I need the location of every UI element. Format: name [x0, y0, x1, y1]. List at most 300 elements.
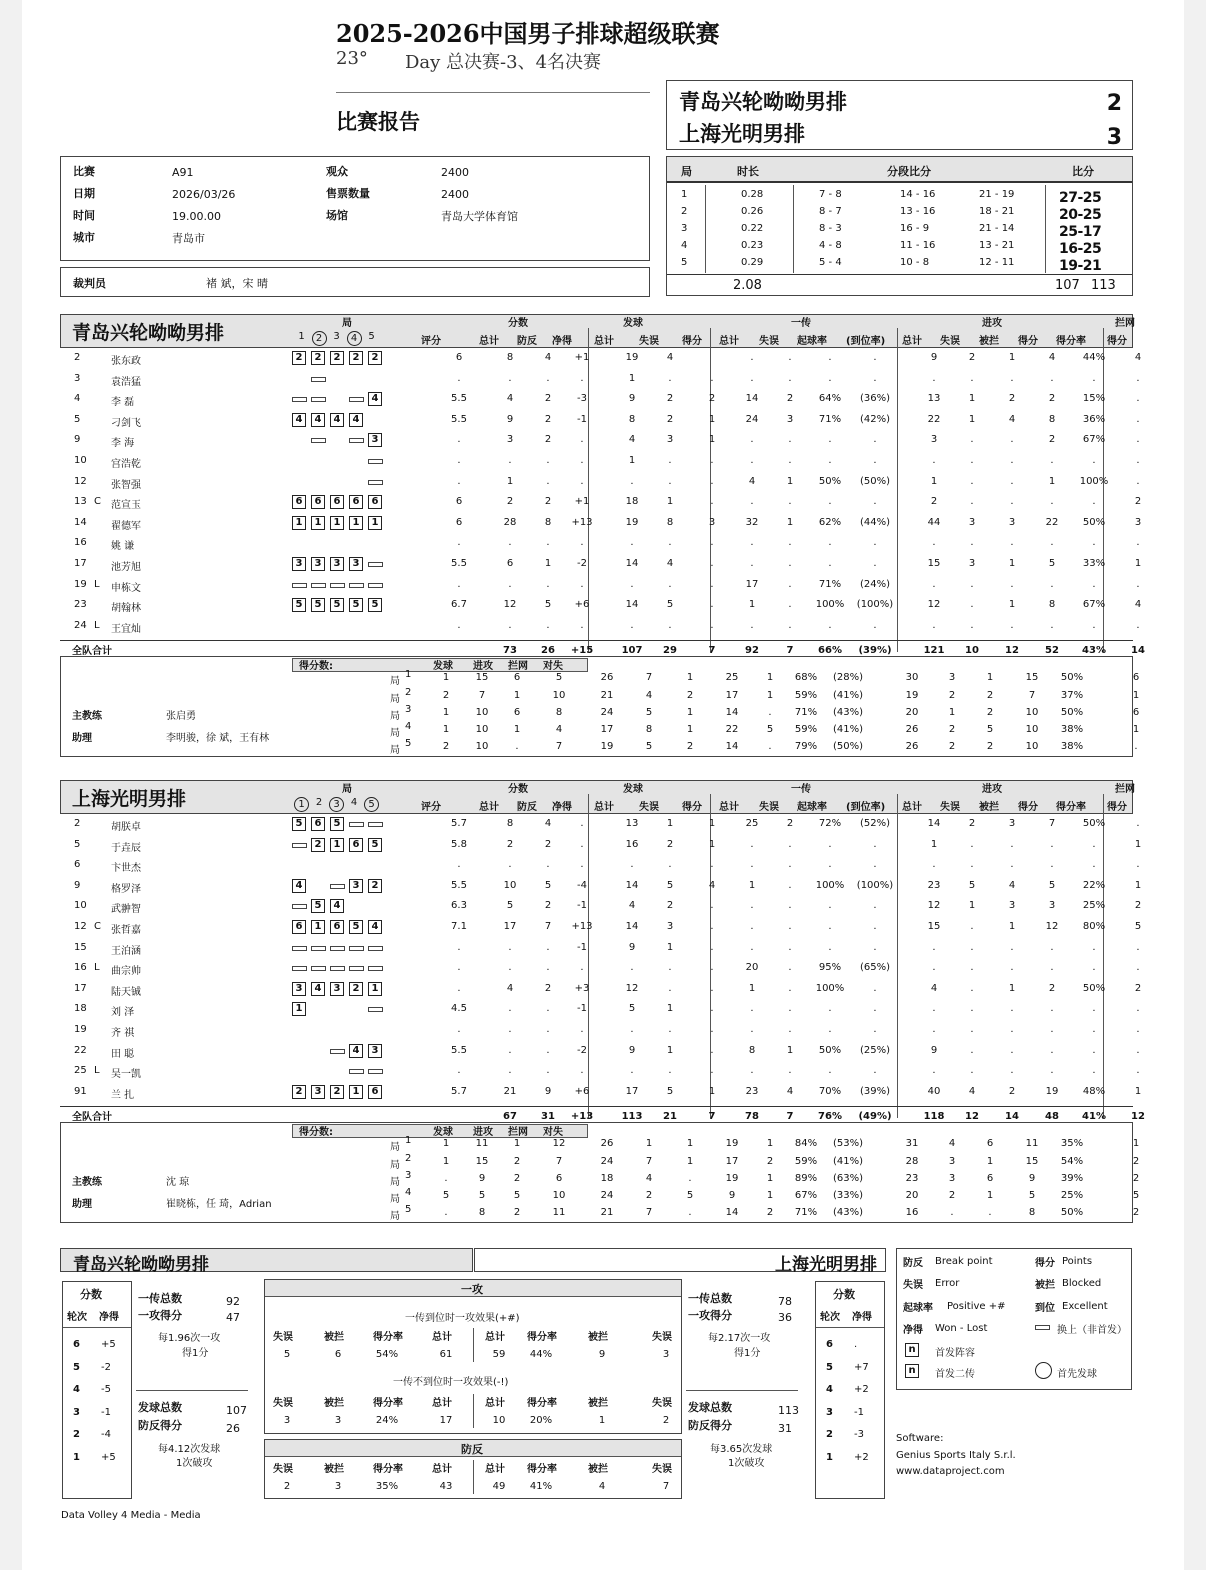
bp-title: 防反	[461, 1443, 483, 1456]
fa-pos-title: 一传到位时一攻效果(+#)	[405, 1313, 520, 1324]
player-stat: 50%	[1082, 982, 1106, 994]
set-row-label: 局	[390, 1159, 400, 1171]
player-stat: .	[970, 1044, 974, 1056]
player-stat: 22%	[1082, 879, 1106, 891]
player-stat: 1	[666, 496, 674, 508]
player-stat: .	[1050, 1044, 1054, 1056]
set-row-number: 5	[405, 738, 412, 750]
player-stat: .	[546, 455, 550, 466]
set-row-stat: 59%	[794, 689, 818, 701]
venue: 青岛大学体育馆	[441, 210, 518, 223]
player-stat: .	[1136, 1024, 1140, 1035]
set-row-stat: 10	[475, 724, 489, 735]
player-stat: .	[508, 962, 512, 974]
set-row-stat: .	[1134, 741, 1138, 753]
player-stat: 2	[506, 496, 514, 508]
player-stat: .	[580, 455, 584, 466]
set-row-stat: .	[515, 741, 519, 753]
sub-marker-icon	[292, 843, 307, 848]
player-stat: .	[750, 900, 754, 912]
player-stat: 2	[1008, 1085, 1016, 1097]
team-total-stat: 7	[708, 645, 716, 657]
label-match: 比赛	[73, 165, 95, 178]
player-role: L	[94, 619, 100, 631]
grid-value-right: 4	[598, 1481, 606, 1492]
legend-pos-key: 起球率	[903, 1303, 933, 1314]
rotation-net: +5	[101, 1339, 116, 1350]
player-stat: .	[710, 900, 714, 912]
legend-first-value: 首先发球	[1057, 1369, 1097, 1380]
coach-label: 主教练	[72, 711, 102, 723]
player-number: 19	[74, 578, 87, 590]
home-team-name: 青岛兴轮呦呦男排	[679, 89, 847, 114]
set-row-stat: 67%	[794, 1190, 818, 1201]
set-row-stat: 2	[948, 741, 956, 753]
label-tickets: 售票数量	[326, 187, 370, 200]
team-total-stat: 14	[1005, 1111, 1019, 1123]
set-row-stat: (41%)	[832, 724, 864, 735]
set-row-stat: 5	[555, 672, 563, 684]
col-group-set: 局	[342, 318, 352, 329]
player-stat: 2	[666, 900, 674, 912]
total-duration: 2.08	[733, 278, 762, 293]
set-row-stat: 5	[686, 1190, 694, 1201]
player-stat: 1	[1134, 558, 1142, 569]
player-stat: 1	[666, 1003, 674, 1015]
set-row-number: 5	[405, 1204, 412, 1216]
team-total-stat: 26	[541, 645, 555, 657]
player-role: L	[94, 962, 100, 974]
player-stat: 1	[786, 1044, 794, 1056]
player-stat: 2	[666, 413, 674, 425]
set-number-header: 1	[294, 797, 309, 812]
legend-pos-value: Positive +#	[947, 1301, 1006, 1312]
set-row-stat: 5	[645, 741, 653, 753]
player-stat: 22	[927, 413, 941, 425]
set-row-stat: 2	[1132, 1155, 1140, 1167]
team-total-stat: (39%)	[858, 645, 892, 657]
col-header-err: 失误	[639, 802, 659, 813]
report-title: 比赛报告	[336, 109, 420, 134]
grid-head-left: 得分率	[373, 1464, 403, 1475]
set-row-stat: 28	[905, 1155, 919, 1167]
player-stat: 2	[1134, 900, 1142, 912]
col-header-total: 总计	[594, 802, 614, 813]
first-serve-circle-icon	[1035, 1362, 1052, 1379]
player-stat: 5.7	[451, 818, 467, 829]
sub-marker-icon	[349, 438, 364, 443]
sets-head-partial: 分段比分	[887, 165, 931, 178]
player-stat: 14	[745, 393, 759, 405]
grid-head-left: 得分率	[373, 1398, 403, 1409]
player-stat: .	[710, 578, 714, 590]
set-position-box: 1	[292, 516, 306, 530]
player-name: 张东政	[111, 356, 141, 367]
player-stat: .	[970, 1065, 974, 1077]
player-stat: 20	[745, 962, 759, 974]
home-rotation-box	[62, 1281, 132, 1499]
away-rot-h1: 轮次	[820, 1312, 840, 1323]
set-row-number: 4	[405, 1187, 412, 1198]
home-ratio-1b: 得1分	[182, 1348, 209, 1359]
set-row-stat: 1	[1132, 1138, 1140, 1150]
set-position-box: 3	[349, 557, 363, 571]
set-number-header: 5	[368, 331, 375, 342]
set-position-box: 4	[368, 392, 382, 406]
player-stat: 12	[503, 599, 517, 611]
player-stat: .	[1050, 496, 1054, 508]
set-row-stat: .	[444, 1172, 448, 1184]
player-stat: .	[457, 619, 461, 631]
player-stat: .	[457, 578, 461, 590]
rotation-net: +2	[854, 1451, 869, 1463]
player-stat: .	[668, 578, 672, 590]
player-stat: .	[580, 962, 584, 974]
grid-value-left: 17	[439, 1415, 453, 1426]
player-number: 25	[74, 1065, 87, 1077]
set-row-stat: (33%)	[832, 1190, 864, 1201]
set-row-stat: 5	[986, 724, 994, 735]
player-stat: .	[710, 1024, 714, 1035]
home-rec-total: 92	[226, 1295, 240, 1308]
player-name: 胡朕卓	[111, 822, 141, 833]
player-stat: .	[508, 537, 512, 549]
set-position-box: 3	[330, 982, 344, 996]
player-name: 张哲嘉	[111, 925, 141, 936]
player-stat: .	[750, 1065, 754, 1077]
player-stat: 2	[1048, 982, 1056, 994]
sub-marker-icon	[330, 884, 345, 889]
player-number: 12	[74, 475, 87, 487]
player-stat: .	[1010, 578, 1014, 590]
grid-value-right: 44%	[529, 1349, 553, 1360]
player-stat: 3	[666, 434, 674, 446]
player-stat: 2	[1134, 496, 1142, 508]
col-group-serve_group: 发球	[623, 784, 643, 795]
set-row-stat: 16	[905, 1207, 919, 1219]
sub-marker-icon	[292, 904, 307, 909]
set-row-stat: 20	[905, 706, 919, 718]
player-stat: 1	[666, 1044, 674, 1056]
coach-name: 沈 琼	[166, 1177, 190, 1189]
set-row-stat: 20	[905, 1190, 919, 1201]
set-row-cell: 12 - 11	[979, 257, 1015, 268]
away-ratio-1b: 得1分	[734, 1348, 761, 1359]
set-row-stat: 2	[766, 1207, 774, 1219]
player-stat: 5	[666, 879, 674, 891]
assistant-label: 助理	[72, 1199, 92, 1211]
player-stat: .	[873, 372, 877, 384]
player-name: 范宣玉	[111, 500, 141, 512]
set-row-stat: 7	[645, 1207, 653, 1219]
player-stat: -2	[577, 1044, 587, 1056]
team-name: 上海光明男排	[72, 788, 187, 810]
player-stat: .	[546, 475, 550, 487]
grid-head-left: 被拦	[324, 1464, 344, 1475]
player-stat: .	[873, 558, 877, 569]
player-stat: 2	[666, 393, 674, 405]
set-position-box: 5	[368, 598, 382, 612]
player-stat: .	[1010, 1024, 1014, 1035]
set-row-stat: 1	[986, 672, 994, 684]
player-stat: .	[970, 838, 974, 850]
player-stat: .	[932, 1024, 936, 1035]
home-srv-label: 发球总数	[138, 1401, 182, 1414]
set-position-box: 2	[330, 1085, 344, 1099]
set-row-stat: 50%	[1060, 672, 1084, 684]
player-stat: 14	[625, 599, 639, 611]
col-header-total: 总计	[594, 336, 614, 347]
away-ratio-1: 每2.17次一攻	[708, 1333, 771, 1344]
set-position-box: 5	[292, 817, 306, 831]
player-stat: .	[710, 496, 714, 508]
player-stat: 33%	[1082, 558, 1106, 569]
player-stat: 5	[1134, 921, 1142, 932]
set-row-stat: 12	[552, 1138, 566, 1150]
set-row-label: 局	[390, 745, 400, 757]
player-stat: 3	[1048, 900, 1056, 912]
set-row-stat: 54%	[1060, 1155, 1084, 1167]
player-stat: .	[710, 1003, 714, 1015]
set-number-header: 2	[312, 331, 327, 346]
set-position-box: 1	[330, 516, 344, 530]
sub-marker-icon	[292, 397, 307, 402]
player-stat: .	[788, 1065, 792, 1077]
team-total-stat: 118	[923, 1111, 945, 1123]
team-total-stat: +15	[570, 645, 594, 657]
player-stat: 62%	[818, 516, 842, 528]
set-row-cell: 1	[681, 189, 688, 200]
set-row-stat: 8	[1028, 1207, 1036, 1219]
team-total-stat: (49%)	[858, 1111, 892, 1123]
player-stat: 8	[506, 818, 514, 829]
player-stat: .	[1136, 372, 1140, 384]
player-stat: 1	[748, 879, 756, 891]
player-stat: 100%	[815, 599, 845, 611]
set-row-stat: .	[988, 1207, 992, 1219]
player-stat: .	[932, 619, 936, 631]
player-stat: .	[630, 1024, 634, 1035]
assistant-names: 李明骏，徐 斌，王有林	[166, 733, 270, 745]
set-position-box: 1	[349, 516, 363, 530]
player-stat: 17	[503, 921, 517, 932]
player-stat: .	[1010, 434, 1014, 446]
player-number: 10	[74, 455, 87, 466]
player-stat: 1	[708, 838, 716, 850]
set-row-cell: 0.26	[741, 206, 764, 217]
set-position-box: 1	[349, 1085, 363, 1099]
away-srv-label: 发球总数	[688, 1401, 732, 1414]
grid-value-right: 41%	[529, 1481, 553, 1492]
set-row-number: 4	[405, 721, 412, 732]
player-stat: 3	[1008, 818, 1016, 829]
set-row-stat: 1	[442, 672, 450, 684]
col-group-set: 局	[342, 784, 352, 795]
player-stat: .	[788, 1003, 792, 1015]
set-row-stat: 24	[600, 1190, 614, 1201]
set-final-score: 25-17	[1059, 224, 1102, 240]
player-number: 9	[74, 879, 81, 891]
player-stat: .	[932, 962, 936, 974]
set-row-stat: 8	[478, 1207, 486, 1219]
set-position-box: 2	[311, 838, 325, 852]
away-team-name: 上海光明男排	[679, 121, 805, 146]
player-stat: 3	[1008, 900, 1016, 912]
set-row-number: 3	[405, 1169, 412, 1181]
player-stat: 6	[506, 558, 514, 569]
player-name: 宫浩乾	[111, 459, 141, 470]
set-position-box: 6	[330, 495, 344, 509]
sub-marker-icon	[368, 1007, 383, 1012]
col-header-net: 净得	[552, 336, 572, 347]
score-box	[666, 80, 1133, 150]
set-row-stat: .	[768, 741, 772, 753]
set-row-cell: 4 - 8	[819, 240, 842, 251]
set-number-header: 4	[347, 331, 362, 346]
player-stat: (50%)	[859, 475, 891, 487]
set-row-cell: 21 - 14	[979, 223, 1015, 234]
report-page	[22, 0, 1184, 1570]
points-header: 拦网	[508, 661, 528, 673]
rotation-net: -4	[101, 1429, 111, 1440]
grid-divider	[473, 1328, 474, 1362]
legend-bp-value: Break point	[935, 1256, 993, 1267]
player-stat: .	[788, 838, 792, 850]
coach-label: 主教练	[72, 1177, 102, 1189]
player-stat: 50%	[818, 475, 842, 487]
sub-marker-icon	[292, 966, 307, 971]
player-stat: .	[970, 941, 974, 953]
grid-value-right: 49	[492, 1481, 506, 1492]
player-stat: .	[546, 1003, 550, 1015]
set-row-stat: 2	[948, 1190, 956, 1201]
rotation-net: -1	[101, 1406, 111, 1418]
player-number: 18	[74, 1003, 87, 1015]
sub-marker-icon	[368, 562, 383, 567]
set-position-box: 3	[330, 557, 344, 571]
set-final-score: 19-21	[1059, 258, 1102, 274]
starter-box-icon: n	[905, 1343, 919, 1357]
set-row-stat: 10	[475, 706, 489, 718]
set-row-stat: 9	[1028, 1172, 1036, 1184]
legend-box	[896, 1248, 1132, 1390]
rotation-number: 6	[73, 1339, 80, 1350]
player-stat: .	[788, 372, 792, 384]
total-away-points: 113	[1091, 278, 1116, 293]
player-stat: .	[508, 1003, 512, 1015]
grid-value-right: 7	[662, 1481, 670, 1492]
player-stat: 18	[625, 496, 639, 508]
set-row-stat: 5	[1132, 1190, 1140, 1201]
player-stat: 2	[1008, 393, 1016, 405]
player-stat: 2	[786, 818, 794, 829]
player-stat: .	[1010, 537, 1014, 549]
player-stat: .	[580, 1065, 584, 1077]
set-row-stat: 7	[555, 1155, 563, 1167]
player-stat: 5	[544, 599, 552, 611]
summary-home-name: 青岛兴轮呦呦男排	[73, 1255, 209, 1275]
team-total-stat: 10	[965, 645, 979, 657]
home-rot-h1: 轮次	[67, 1312, 87, 1323]
rotation-number: 2	[826, 1429, 833, 1440]
player-stat: .	[508, 455, 512, 466]
player-stat: .	[970, 434, 974, 446]
player-stat: .	[1010, 1044, 1014, 1056]
player-stat: .	[788, 619, 792, 631]
set-position-box: 6	[368, 495, 382, 509]
rotation-number: 2	[73, 1429, 80, 1440]
set-row-cell: 5	[681, 257, 688, 268]
player-stat: (39%)	[859, 1085, 891, 1097]
player-stat: 4	[1134, 352, 1142, 363]
player-stat: .	[580, 859, 584, 871]
player-stat: .	[457, 982, 461, 994]
player-number: 24	[74, 619, 87, 631]
team-total-stat: 92	[745, 645, 759, 657]
player-stat: 3	[708, 516, 716, 528]
sub-marker-icon	[330, 946, 345, 951]
player-stat: .	[932, 859, 936, 871]
player-stat: .	[828, 859, 832, 871]
player-stat: 4	[1134, 599, 1142, 611]
rotation-net: -1	[854, 1406, 864, 1418]
away-rot-h2: 净得	[852, 1312, 872, 1323]
player-stat: +13	[571, 516, 593, 528]
player-stat: 9	[628, 1044, 636, 1056]
player-stat: 70%	[818, 1085, 842, 1097]
rotation-net: -2	[101, 1361, 111, 1373]
col-header-bp: 防反	[517, 802, 537, 813]
sub-marker-icon	[311, 397, 326, 402]
player-stat: .	[970, 859, 974, 871]
player-stat: .	[1092, 496, 1096, 508]
set-row-label: 局	[390, 710, 400, 722]
grid-value-left: 61	[439, 1349, 453, 1360]
rotation-number: 4	[73, 1384, 80, 1395]
player-number: 17	[74, 558, 87, 569]
set-row-label: 局	[390, 676, 400, 688]
set-position-box: 3	[349, 879, 363, 893]
set-row-number: 3	[405, 703, 412, 715]
set-position-box: 3	[311, 557, 325, 571]
team-total-stat: 7	[708, 1111, 716, 1123]
player-name: 王泊涵	[111, 945, 141, 957]
set-row-stat: 19	[600, 741, 614, 753]
player-stat: .	[580, 838, 584, 850]
player-stat: 36%	[1082, 413, 1106, 425]
player-stat: 8	[1048, 413, 1056, 425]
player-stat: 8	[666, 516, 674, 528]
player-stat: .	[546, 1065, 550, 1077]
set-row-stat: 1	[686, 672, 694, 684]
set-row-stat: 6	[986, 1172, 994, 1184]
player-stat: .	[873, 619, 877, 631]
set-row-stat: 1	[1132, 689, 1140, 701]
player-stat: .	[970, 982, 974, 994]
player-number: 5	[74, 838, 81, 850]
team-total-stat: 76%	[818, 1111, 842, 1123]
set-position-box: 2	[292, 1085, 306, 1099]
player-stat: 19	[625, 352, 639, 363]
player-stat: .	[828, 1003, 832, 1015]
set-row-stat: .	[688, 1172, 692, 1184]
player-stat: 5	[968, 879, 976, 891]
legend-exc-value: Excellent	[1062, 1301, 1108, 1312]
player-stat: .	[457, 434, 461, 446]
set-row-stat: 1	[442, 706, 450, 718]
player-stat: 14	[625, 558, 639, 569]
total-rule	[60, 640, 1133, 641]
